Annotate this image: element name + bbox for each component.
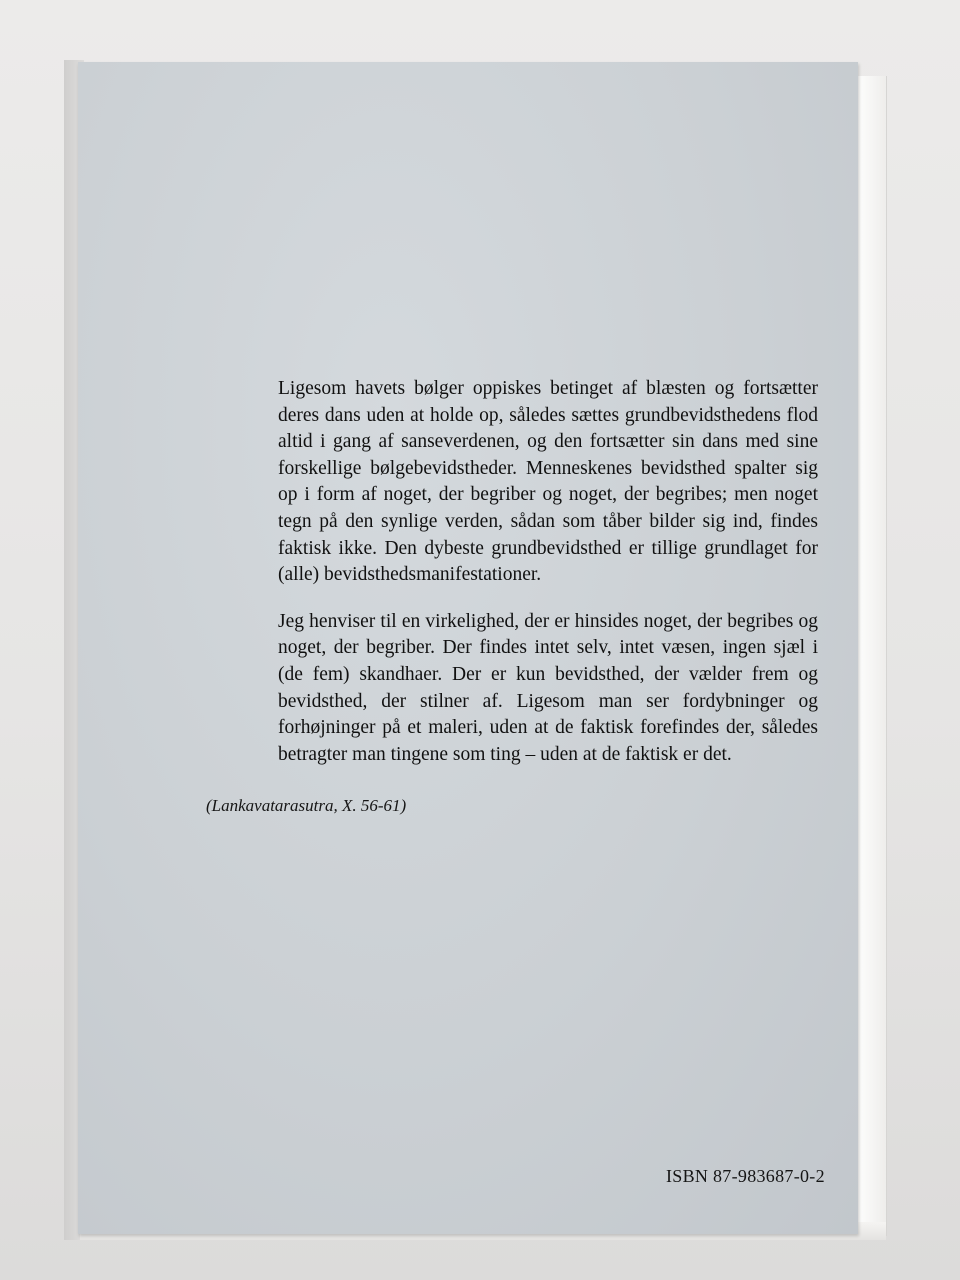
quote-text (278, 376, 818, 768)
quote-paragraph-2: Jeg henviser til en virkelighed, der er hinsides noget, der begribes og noget, der begriber. Der findes intet selv, intet væsen, ingen sjæl i (de fem) skandhaer. Der er kun bevidsthed, der vælder frem og bevidsthed, der stilner af. Ligesom man ser fordybninger og forhøjninger på et maleri, uden at de faktisk forefindes der, således betragter man tingene som ting – uden at de faktisk er det. (278, 610, 818, 765)
quote-paragraph-1: Ligesom havets bølger oppiskes betinget af blæsten og fortsætter deres dans uden at holde op, således sættes grundbevidsthedens flod altid i gang af sanseverdenen, og den fortsætter sin dans med sine forskellige bølgebevidstheder. Menneskenes bevidsthed spalter sig op i form af noget, der begriber og noget, der begribes; men noget tegn på den synlige verden, sådan som tåber bilder sig ind, findes faktisk ikke. Den dybeste grundbevidsthed er tillige grundlaget for (alle) bevidsthedsmanifestationer. (278, 378, 818, 586)
isbn-number: ISBN 87-983687-0-2 (666, 1166, 825, 1186)
book-back-cover (78, 62, 858, 1234)
quote-source: (Lankavatarasutra, X. 56-61) (206, 796, 407, 815)
